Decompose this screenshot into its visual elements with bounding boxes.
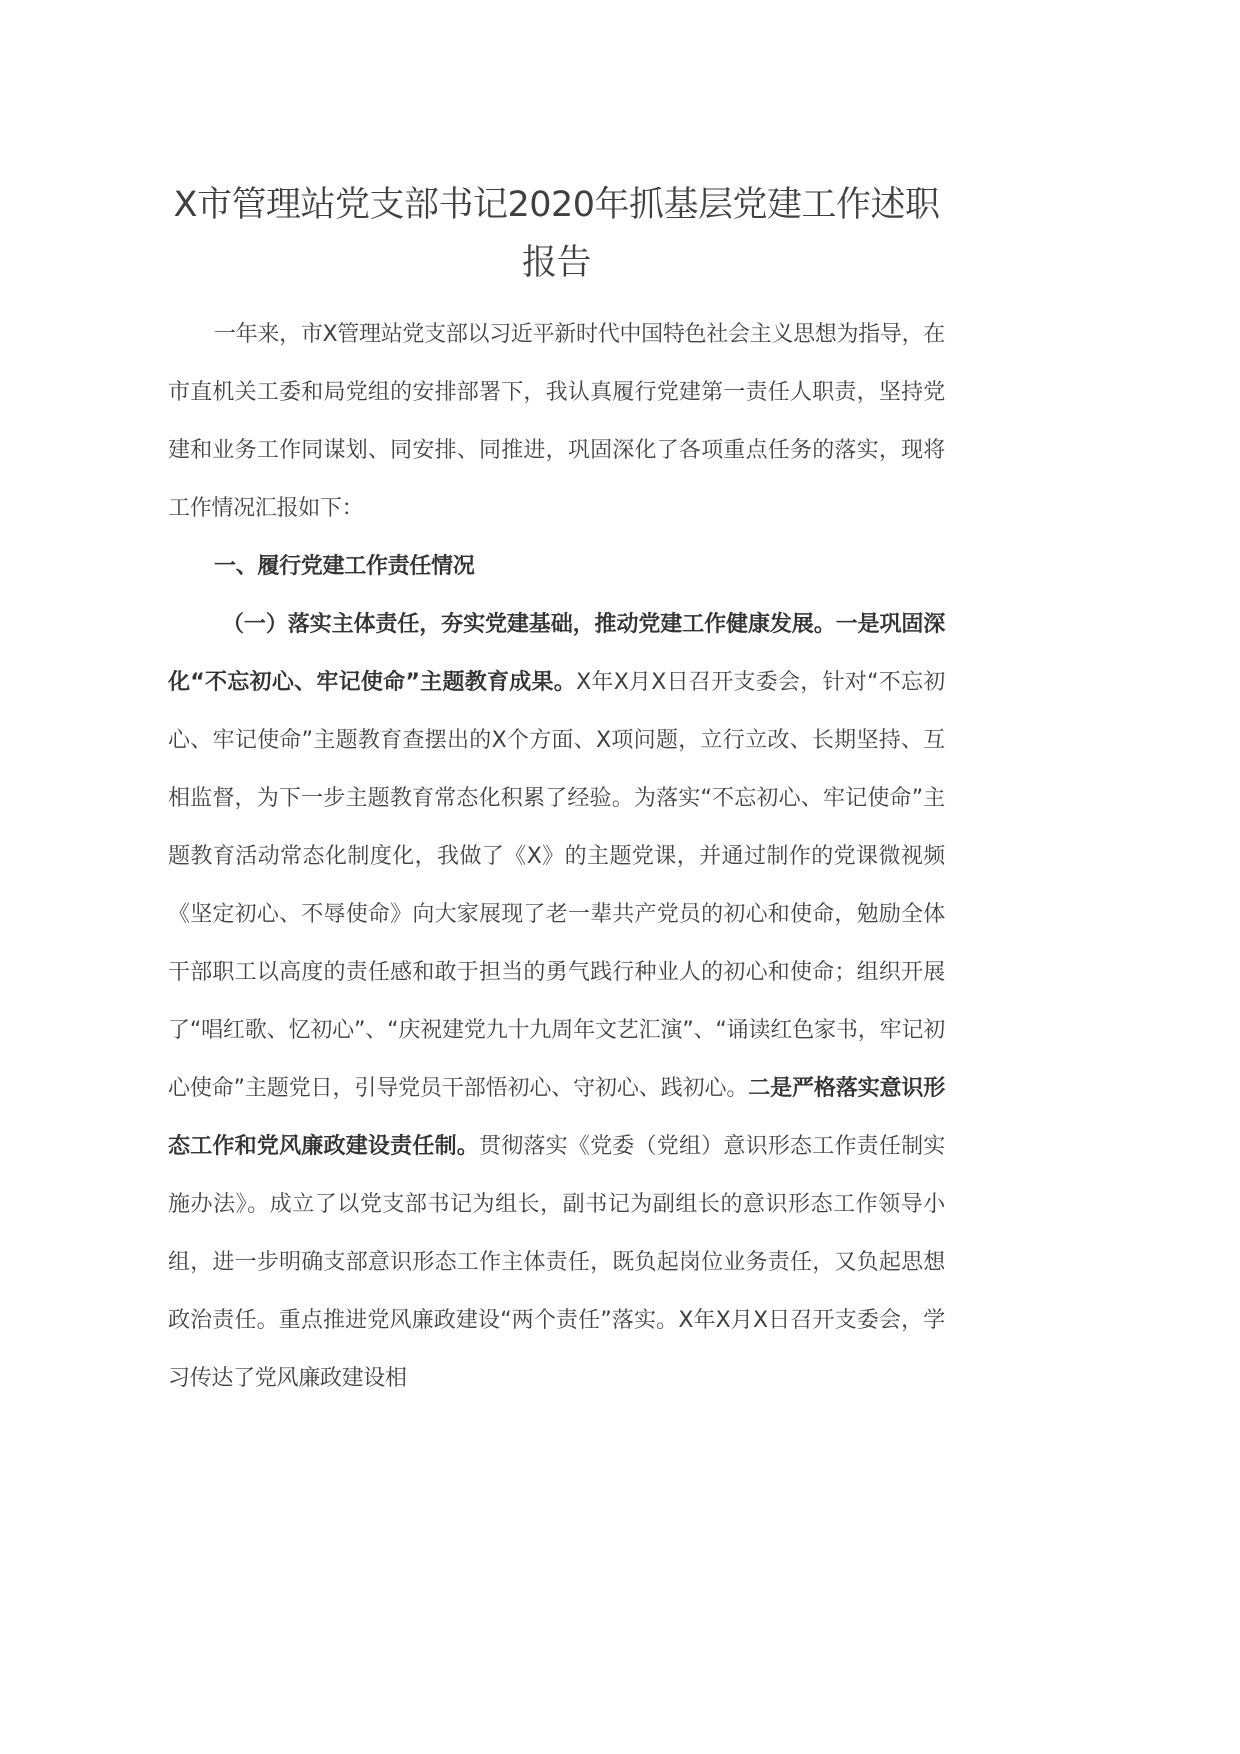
point2-text: 贯彻落实《党委（党组）意识形态工作责任制实施办法》。成立了以党支部书记为组长，副书记为副组长的意识形态工作领导小组，进一步明确支部意识形态工作主体责任，既负起岗位业务责任，又负起思想政治责任。重点推进党风廉政建设“两个责任”落实。X年X月X日召开支委会，学习传达了党风廉政建设相 bbox=[168, 1134, 946, 1391]
intro-paragraph: 一年来，市X管理站党支部以习近平新时代中国特色社会主义思想为指导，在市直机关工委和局党组的安排部署下，我认真履行党建第一责任人职责，坚持党建和业务工作同谋划、同安排、同推进，巩固深化了各项重点任务的落实，现将工作情况汇报如下： bbox=[168, 322, 945, 521]
point2-heading: 二是严格落实意识形态工作和党风廉政建设责任制。 bbox=[168, 1076, 945, 1159]
title-line-2: 报告 bbox=[521, 243, 591, 283]
document-title bbox=[168, 176, 945, 292]
point1-heading: 一是巩固深化“不忘初心、牢记使命”主题教育成果。 bbox=[168, 612, 945, 695]
point1-text: X年X月X日召开支委会，针对“不忘初心、牢记使命”主题教育查摆出的X个方面、X项问题，立行立改、长期坚持、互相监督，为下一步主题教育常态化积累了经验。为落实“不忘初心、牢记使命”主题教育活动常态化制度化，我做了《X》的主题党课，并通过制作的党课微视频《坚定初心、不辱使命》向大家展现了老一辈共产党员的初心和使命，勉励全体干部职工以高度的责任感和敢于担当的勇气践行种业人的初心和使命；组织开展了“唱红歌、忆初心”、“庆祝建党九十九周年文艺汇演”、“诵读红色家书，牢记初心使命”主题党日，引导党员干部悟初心、守初心、践初心。 bbox=[168, 670, 945, 1101]
document-page bbox=[168, 176, 945, 1408]
title-line-1: X市管理站党支部书记2020年抓基层党建工作述职 bbox=[173, 185, 940, 225]
document-body bbox=[168, 306, 945, 1408]
section-heading: 一、履行党建工作责任情况 bbox=[214, 554, 475, 579]
subsection-paragraph bbox=[168, 596, 945, 1408]
subsection-heading: （一）落实主体责任，夯实党建基础，推动党建工作健康发展。 bbox=[222, 612, 836, 637]
